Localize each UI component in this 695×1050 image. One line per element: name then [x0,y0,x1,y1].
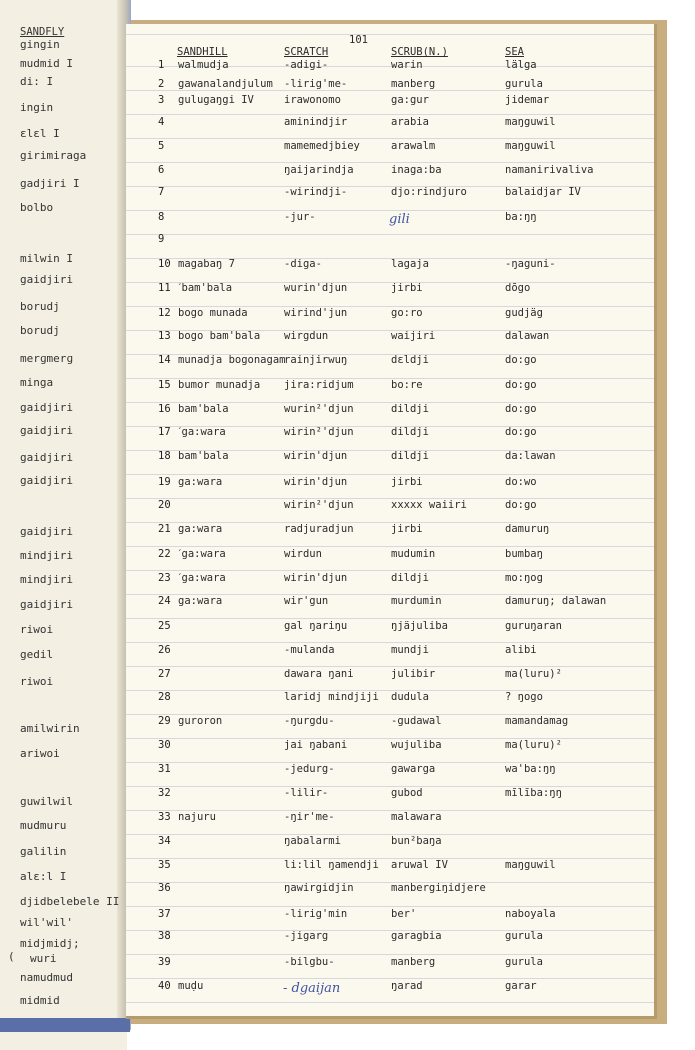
cell-scratch: wirin²'djun [284,499,354,511]
cell-scrub: arabia [391,116,429,128]
cell-scratch: wurin²'djun [284,403,354,415]
cell-scratch: wurin'djun [284,282,348,294]
cell-sea: namanirivaliva [505,164,594,176]
row-number: 6 [158,164,165,176]
cell-scratch: jira:ridjum [284,379,354,391]
column-header-scratch: SCRATCH [284,46,329,58]
left-page-word: gaidjiri [20,474,73,487]
cell-sea: garar [505,980,537,992]
cell-sandhill: najuru [178,811,216,823]
cell-scratch: -mulanda [284,644,335,656]
page-number: 101 [349,34,368,46]
cell-scrub: bo:re [391,379,423,391]
left-page-word: djidbelebele II [20,895,120,908]
cell-sea: do:go [505,426,537,438]
left-page-word: minga [20,376,54,389]
cell-scrub: lagaja [391,258,429,270]
left-page-word: bolbo [20,201,54,214]
cell-sea: naboyala [505,908,556,920]
row-number: 39 [158,956,171,968]
row-number: 3 [158,94,165,106]
row-number: 36 [158,882,171,894]
cell-scrub: dildji [391,572,429,584]
left-page-word: borudj [20,324,60,337]
cell-scrub: gubod [391,787,423,799]
row-number: 33 [158,811,171,823]
row-number: 20 [158,499,171,511]
cell-scrub: warin [391,59,423,71]
cell-sea: gurula [505,78,543,90]
cell-scratch: wirin'djun [284,572,348,584]
cell-sea: gurula [505,956,543,968]
left-page-word: mindjiri [20,573,73,586]
cell-scratch: jai ŋabani [284,739,348,751]
left-page-word: wuri [30,952,57,965]
row-number: 8 [158,211,165,223]
row-number: 31 [158,763,171,775]
cell-scratch: ŋaijarindja [284,164,354,176]
left-page-word: merɡmerɡ [20,352,73,365]
cell-scratch: wirdun [284,548,322,560]
left-page-word: borudj [20,300,60,313]
cell-sea: dalawan [505,330,550,342]
left-page-word: alɛ:l I [20,870,67,883]
cell-scratch: -bilgbu- [284,956,335,968]
cell-sandhill: ga:wara [178,523,223,535]
row-number: 16 [158,403,171,415]
cell-sandhill: gulugaŋgi IV [178,94,254,106]
cell-scrub: ŋjäjuliba [391,620,448,632]
cell-sea: -ŋaguni- [505,258,556,270]
cell-scrub: ŋarad [391,980,423,992]
cell-sea: gudjäg [505,307,543,319]
cell-scratch: -ŋurgdu- [284,715,335,727]
left-page-word: di: I [20,75,54,88]
cell-scratch: mamemedjbiey [284,140,360,152]
cell-scrub: manberg [391,78,436,90]
cell-sea: do:go [505,499,537,511]
cell-sandhill: ˊbam'bala [178,282,233,294]
cell-sea: do:wo [505,476,537,488]
row-number: 18 [158,450,171,462]
cell-sandhill: ˊga:wara [178,548,226,560]
cell-scrub: manbergiŋidjere [391,882,486,894]
left-page-word: gaidjiri [20,598,73,611]
cell-sandhill: gawanalandjulum [178,78,273,90]
row-number: 37 [158,908,171,920]
left-page-word: ariwoi [20,747,60,760]
cell-scrub: gawarga [391,763,436,775]
cell-scratch: wirin'djun [284,476,348,488]
cell-scrub: mundji [391,644,429,656]
cell-scratch: wirgdun [284,330,329,342]
left-page-word: galilin [20,845,67,858]
cell-sea: maŋguwil [505,859,556,871]
cell-sandhill: ˊga:wara [178,572,226,584]
cell-scrub: inaga:ba [391,164,442,176]
left-page-paren: ( [8,950,15,963]
cell-sea: gurula [505,930,543,942]
left-page-word: gaidjiri [20,424,73,437]
cell-scrub: wujuliba [391,739,442,751]
left-page-word: gaidjiri [20,451,73,464]
left-page-word: gaidjiri [20,401,73,414]
row-number: 5 [158,140,165,152]
cell-scratch: ŋawirgidjin [284,882,354,894]
cell-sea: alibi [505,644,537,656]
row-number: 29 [158,715,171,727]
cell-scrub: jirbi [391,476,423,488]
cell-sandhill: guroron [178,715,223,727]
cell-scratch: -ŋir'me- [284,811,335,823]
cell-scrub: julibir [391,668,436,680]
left-page-word: ingin [20,101,54,114]
cell-sea: balaidjar IV [505,186,581,198]
cell-sea: ma(luru)² [505,668,562,680]
cell-scrub: dildji [391,403,429,415]
cell-sandhill: bam'bala [178,403,229,415]
left-page-word: gedil [20,648,54,661]
cell-scratch: -wirindji- [284,186,348,198]
row-number: 40 [158,980,171,992]
row-number: 35 [158,859,171,871]
cell-scratch: radjuradjun [284,523,354,535]
cell-sea: dōgo [505,282,531,294]
row-number: 38 [158,930,171,942]
cell-scrub: djo:rindjuro [391,186,467,198]
cell-scratch: -lirig'me- [284,78,348,90]
row-number: 34 [158,835,171,847]
left-page-word: riwoi [20,623,54,636]
cell-sandhill: walmudja [178,59,229,71]
row-number: 26 [158,644,171,656]
left-page-word: mindjiri [20,549,73,562]
cell-scratch: irawonomo [284,94,341,106]
cell-sea: ba:ŋŋ [505,211,537,223]
cell-sea: mīlība:ŋŋ [505,787,562,799]
cell-scrub: garagbia [391,930,442,942]
row-number: 10 [158,258,171,270]
cell-scratch: -lilir- [284,787,329,799]
cell-scratch: -jur- [284,211,316,223]
cell-sea: da:lawan [505,450,556,462]
cell-sandhill: bogo munada [178,307,248,319]
cell-scrub: waijiri [391,330,436,342]
cell-scrub: malawara [391,811,442,823]
cell-scrub: ber' [391,908,417,920]
cell-scratch: ŋabalarmi [284,835,341,847]
cell-scrub: dildji [391,450,429,462]
cell-sea: jidemar [505,94,550,106]
cell-sea: lälga [505,59,537,71]
cell-scratch: wirind'jun [284,307,348,319]
cell-sandhill: muḍu [178,980,204,992]
cell-scratch: wirin²'djun [284,426,354,438]
left-page-word: amilwirin [20,722,80,735]
row-number: 28 [158,691,171,703]
cell-scratch: wirin'djun [284,450,348,462]
cell-scrub: xxxxx waiiri [391,499,467,511]
row-number: 32 [158,787,171,799]
left-page-word: gaidjiri [20,273,73,286]
cell-sea: bumbaŋ [505,548,543,560]
cell-scrub: manberg [391,956,436,968]
cell-sandhill: ga:wara [178,595,223,607]
left-page-word: girimiraga [20,149,87,162]
row-number: 12 [158,307,171,319]
cell-scratch: -diga- [284,258,322,270]
cell-scrub: dildji [391,426,429,438]
cell-scrub: bun²baŋa [391,835,442,847]
cell-scrub: murdumin [391,595,442,607]
cell-scratch: -lirig'min [284,908,348,920]
cell-scrub: aruwal IV [391,859,448,871]
left-page-word: namudmud [20,971,73,984]
row-number: 2 [158,78,165,90]
cell-sea: damuruŋ [505,523,550,535]
left-page-word: ɛlɛl I [20,127,60,140]
cell-sea: mamandamag [505,715,569,727]
cell-scratch: laridj mindjiji [284,691,379,703]
cell-sea: mo:ŋog [505,572,543,584]
cell-scratch: -adigi- [284,59,329,71]
cell-scratch: dawara ŋani [284,668,354,680]
row-number: 1 [158,59,165,71]
cell-sea: guruŋaran [505,620,562,632]
cell-sandhill: bogo bam'bala [178,330,261,342]
cell-sandhill: ga:wara [178,476,223,488]
left-page-word: riwoi [20,675,54,688]
cell-scrub: mudumin [391,548,436,560]
cell-sea: do:go [505,354,537,366]
cell-sandhill: magabaŋ 7 [178,258,235,270]
left-page-word: gingin [20,38,60,51]
cell-sandhill: bam'bala [178,450,229,462]
cell-sea: damuruŋ; dalawan [505,595,607,607]
left-page-word: midmid [20,994,60,1007]
left-page-word: wil'wil' [20,916,73,929]
column-header-sea: SEA [505,46,524,58]
row-number: 21 [158,523,171,535]
cell-scrub: dɛldji [391,354,429,366]
cell-sea: ? ŋogo [505,691,543,703]
cell-scratch: gal ŋariŋu [284,620,348,632]
left-page-word: guwilwil [20,795,73,808]
cell-scrub: dudula [391,691,429,703]
cell-sandhill: bumor munadja [178,379,261,391]
left-page-word: mudmuru [20,819,67,832]
handwritten-note: - dgaijan [283,981,341,996]
left-page-header: SANDFLY [20,26,65,38]
cell-scratch: wir'gun [284,595,329,607]
row-number: 9 [158,233,165,245]
cell-sea: do:go [505,379,537,391]
row-number: 17 [158,426,171,438]
cell-scratch: -jigarg [284,930,329,942]
row-number: 30 [158,739,171,751]
left-page-word: milwin I [20,252,73,265]
left-page-word: gaidjiri [20,525,73,538]
binder-cover [0,1018,130,1032]
cell-sea: do:go [505,403,537,415]
cell-scratch: aminindjir [284,116,348,128]
row-number: 19 [158,476,171,488]
cell-sandhill: munadja bogonagam [178,354,286,366]
cell-scrub: jirbi [391,282,423,294]
cell-scratch: rainjirwuŋ [284,354,348,366]
row-number: 13 [158,330,171,342]
row-number: 11 [158,282,171,294]
column-header-scrub: SCRUB(N.) [391,46,448,58]
left-page-word: midjmidj; [20,937,80,950]
cell-sea: ma(luru)² [505,739,562,751]
row-number: 14 [158,354,171,366]
cell-sea: wa'ba:ŋŋ [505,763,556,775]
left-page-word: gadjiri I [20,177,80,190]
cell-scratch: li:lil ŋamendji [284,859,379,871]
row-number: 25 [158,620,171,632]
left-page-word: mudmid I [20,57,73,70]
cell-scratch: -jedurg- [284,763,335,775]
cell-scrub: arawalm [391,140,436,152]
handwritten-note: gili [389,212,410,227]
row-number: 7 [158,186,165,198]
row-number: 27 [158,668,171,680]
cell-scrub: -gudawal [391,715,442,727]
row-number: 23 [158,572,171,584]
cell-sandhill: ˊga:wara [178,426,226,438]
row-number: 22 [158,548,171,560]
cell-sea: maŋguwil [505,140,556,152]
cell-sea: maŋguwil [505,116,556,128]
row-number: 15 [158,379,171,391]
row-number: 24 [158,595,171,607]
cell-scrub: ga:gur [391,94,429,106]
column-header-sandhill: SANDHILL [177,46,228,58]
cell-scrub: go:ro [391,307,423,319]
row-number: 4 [158,116,165,128]
cell-scrub: jirbi [391,523,423,535]
